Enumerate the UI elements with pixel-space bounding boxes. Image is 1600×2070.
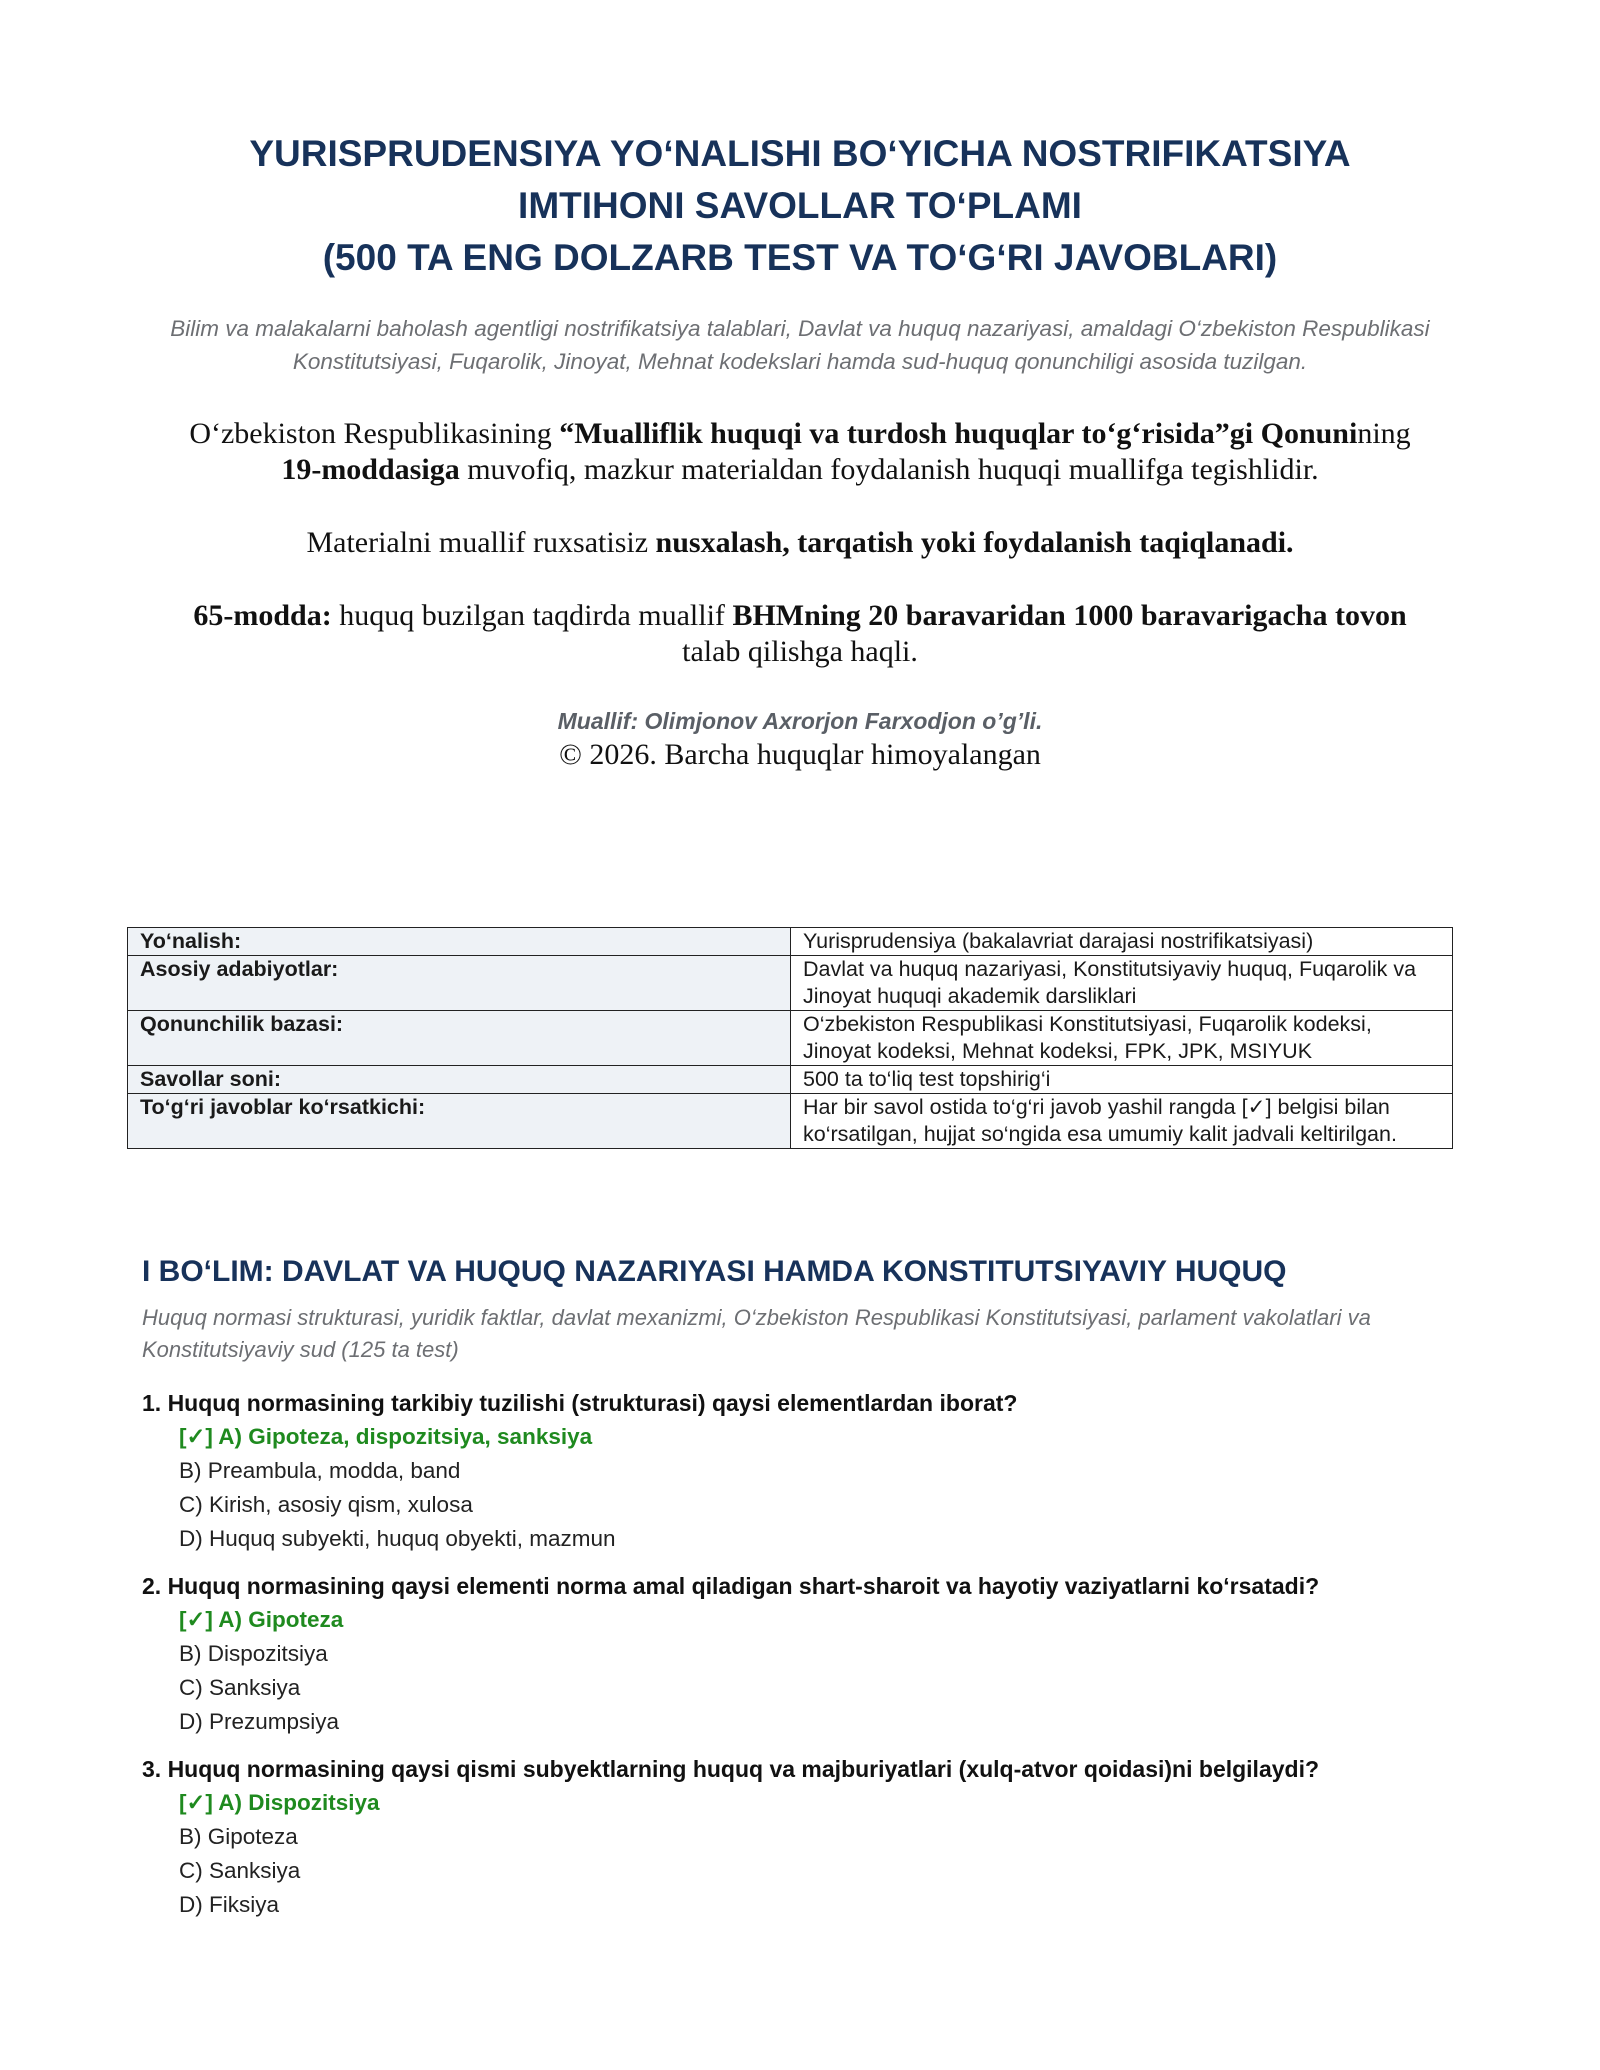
table-value: Davlat va huquq nazariyasi, Konstitutsiyaviy huquq, Fuqarolik va Jinoyat huquqi akademik darsliklari [791, 956, 1453, 1011]
table-value: Har bir savol ostida to‘g‘ri javob yashil rangda [✓] belgisi bilan ko‘rsatilgan, hujjat so‘ngida esa umumiy kalit jadvali keltirilgan. [791, 1094, 1453, 1149]
text-span: huquq buzilgan taqdirda muallif [331, 599, 733, 632]
text-span: talab qilishga haqli. [682, 635, 918, 668]
table-row [128, 1011, 1453, 1066]
prohibition-text: nusxalash, tarqatish yoki foydalanish taqiqlanadi. [655, 526, 1294, 559]
text-span: ning [1357, 417, 1411, 450]
correct-answer-option: [✓] A) Gipoteza [179, 1607, 344, 1632]
question-text: 2. Huquq normasining qaysi elementi norma amal qiladigan shart-sharoit va hayotiy vaziyatlarni ko‘rsatadi? [142, 1573, 1320, 1599]
title-line: YURISPRUDENSIYA YO‘NALISHI BO‘YICHA NOSTRIFIKATSIYA [249, 133, 1351, 174]
answer-option: D) Prezumpsiya [179, 1709, 340, 1734]
question-3 [142, 1752, 1472, 1922]
title-line: IMTIHONI SAVOLLAR TO‘PLAMI [518, 185, 1082, 226]
document-title [100, 128, 1500, 284]
table-value: O‘zbekiston Respublikasi Konstitutsiyasi, Fuqarolik kodeksi, Jinoyat kodeksi, Mehnat kodeksi, FPK, JPK, MSIYUK [791, 1011, 1453, 1066]
text-span: Materialni muallif ruxsatisiz [306, 526, 656, 559]
question-1 [142, 1386, 1472, 1556]
answer-option: C) Sanksiya [179, 1675, 301, 1700]
info-table [127, 927, 1453, 1149]
table-row [128, 1094, 1453, 1149]
table-row [128, 1066, 1453, 1094]
article-ref: 65-modda: [193, 599, 332, 632]
article-ref: 19-moddasiga [281, 453, 460, 486]
copyright-line: © 2026. Barcha huquqlar himoyalangan [559, 738, 1041, 771]
question-2 [142, 1569, 1472, 1739]
table-value: 500 ta to‘liq test topshirig‘i [791, 1066, 1453, 1094]
question-text: 3. Huquq normasining qaysi qismi subyektlarning huquq va majburiyatlari (xulq-atvor qoidasi)ni belgilaydi? [142, 1756, 1320, 1782]
table-key: To‘g‘ri javoblar ko‘rsatkichi: [128, 1094, 791, 1149]
author-line: Muallif: Olimjonov Axrorjon Farxodjon o’g’li. [557, 708, 1043, 734]
text-span: muvofiq, mazkur materialdan foydalanish huquqi muallifga tegishlidir. [459, 453, 1319, 486]
question-text: 1. Huquq normasining tarkibiy tuzilishi (strukturasi) qaysi elementlardan iborat? [142, 1390, 1018, 1416]
section-description: Huquq normasi strukturasi, yuridik faktlar, davlat mexanizmi, O‘zbekiston Respublikasi Konstitutsiyasi, parlament vakolatlari va Konstitutsiyaviy sud (125 ta test) [142, 1305, 1371, 1362]
copyright-paragraph-1 [120, 416, 1480, 488]
table-key: Savollar soni: [128, 1066, 791, 1094]
answer-option: D) Huquq subyekti, huquq obyekti, mazmun [179, 1526, 616, 1551]
copyright-paragraph-2 [120, 525, 1480, 561]
answer-option: C) Kirish, asosiy qism, xulosa [179, 1492, 473, 1517]
law-name: “Mualliflik huquqi va turdosh huquqlar to‘g‘risida”gi Qonuni [559, 417, 1358, 450]
table-value: Yurisprudensiya (bakalavriat darajasi nostrifikatsiyasi) [791, 928, 1453, 956]
table-key: Qonunchilik bazasi: [128, 1011, 791, 1066]
correct-answer-option: [✓] A) Dispozitsiya [179, 1790, 380, 1815]
table-row [128, 928, 1453, 956]
compensation-text: BHMning 20 baravaridan 1000 baravarigacha tovon [732, 599, 1407, 632]
answer-option: B) Preambula, modda, band [179, 1458, 461, 1483]
correct-answer-option: [✓] A) Gipoteza, dispozitsiya, sanksiya [179, 1424, 593, 1449]
table-row [128, 956, 1453, 1011]
table-key: Asosiy adabiyotlar: [128, 956, 791, 1011]
table-key: Yo‘nalish: [128, 928, 791, 956]
answer-option: B) Gipoteza [179, 1824, 298, 1849]
text-span: O‘zbekiston Respublikasining [189, 417, 560, 450]
answer-option: D) Fiksiya [179, 1892, 279, 1917]
section-title: I BO‘LIM: DAVLAT VA HUQUQ NAZARIYASI HAMDA KONSTITUTSIYAVIY HUQUQ [142, 1255, 1287, 1288]
title-line: (500 TA ENG DOLZARB TEST VA TO‘G‘RI JAVOBLARI) [322, 237, 1278, 278]
copyright-paragraph-3 [120, 598, 1480, 670]
answer-option: C) Sanksiya [179, 1858, 301, 1883]
answer-option: B) Dispozitsiya [179, 1641, 328, 1666]
document-subtitle: Bilim va malakalarni baholash agentligi nostrifikatsiya talablari, Davlat va huquq nazariyasi, amaldagi O‘zbekiston Respublikasi Konstitutsiyasi, Fuqarolik, Jinoyat, Mehnat kodekslari hamda sud-huquq qonunchiligi asosida tuzilgan. [170, 316, 1430, 374]
